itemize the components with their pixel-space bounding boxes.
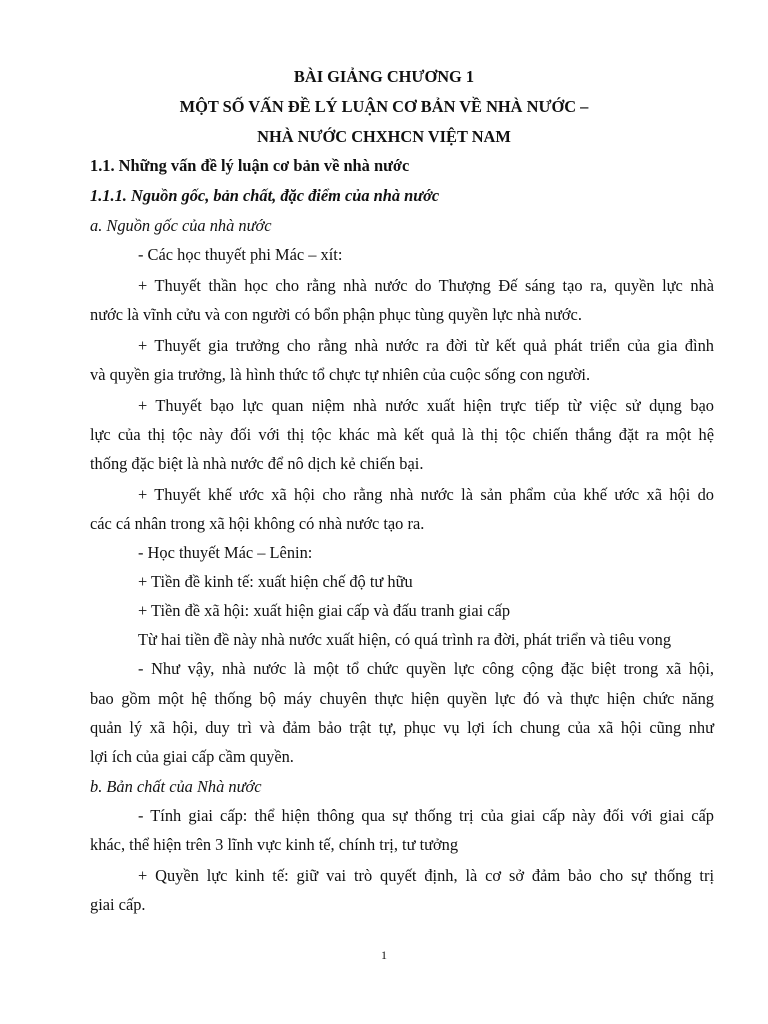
paragraph-line: - Học thuyết Mác – Lênin: (138, 543, 313, 562)
paragraph-line: giai cấp. (90, 895, 146, 914)
paragraph-line: + Quyền lực kinh tế: giữ vai trò quyết định, là cơ sở đảm bảo cho sự thống trị (138, 866, 714, 885)
part-a-heading: a. Nguồn gốc của nhà nước (90, 216, 272, 235)
paragraph-line: - Các học thuyết phi Mác – xít: (138, 245, 343, 264)
paragraph-line: + Tiền đề xã hội: xuất hiện giai cấp và đấu tranh giai cấp (138, 601, 511, 620)
part-b-heading: b. Bản chất của Nhà nước (90, 777, 262, 796)
paragraph-line: nước là vĩnh cửu và con người có bổn phận phục tùng quyền lực nhà nước. (90, 305, 582, 324)
paragraph-line: Từ hai tiền đề này nhà nước xuất hiện, có quá trình ra đời, phát triển và tiêu vong (138, 630, 672, 649)
paragraph-line: + Tiền đề kinh tế: xuất hiện chế độ tư hữu (138, 572, 413, 591)
paragraph-line: + Thuyết khế ước xã hội cho rằng nhà nước là sản phẩm của khế ước xã hội do (138, 485, 714, 504)
paragraph-line: lực của thị tộc này đối với thị tộc khác mà kết quả là thị tộc chiến thắng đặt ra một hệ (90, 425, 714, 444)
paragraph-line: + Thuyết gia trưởng cho rằng nhà nước ra đời từ kết quả phát triển của gia đình (138, 336, 714, 355)
paragraph-line: lợi ích của giai cấp cầm quyền. (90, 747, 294, 766)
paragraph-line: - Tính giai cấp: thể hiện thông qua sự thống trị của giai cấp này đối với giai cấp (138, 806, 714, 825)
paragraph-line: các cá nhân trong xã hội không có nhà nước tạo ra. (90, 514, 425, 533)
paragraph-line: quản lý xã hội, duy trì và đảm bảo trật tự, phục vụ lợi ích chung của xã hội cũng như (90, 718, 714, 737)
page-number: 1 (381, 948, 387, 962)
paragraph-line: + Thuyết thần học cho rằng nhà nước do Thượng Đế sáng tạo ra, quyền lực nhà (138, 276, 714, 295)
doc-title-line-2: MỘT SỐ VẤN ĐỀ LÝ LUẬN CƠ BẢN VỀ NHÀ NƯỚC – (179, 97, 589, 116)
subsection-heading: 1.1.1. Nguồn gốc, bản chất, đặc điểm của nhà nước (90, 186, 440, 205)
paragraph-line: và quyền gia trưởng, là hình thức tổ chực tự nhiên của cuộc sống con người. (90, 365, 591, 384)
paragraph-line: thống đặc biệt là nhà nước để nô dịch kẻ chiến bại. (90, 454, 424, 473)
section-heading: 1.1. Những vấn đề lý luận cơ bản về nhà nước (90, 156, 410, 175)
paragraph-line: - Như vậy, nhà nước là một tổ chức quyền lực công cộng đặc biệt trong xã hội, (138, 659, 714, 678)
paragraph-line: + Thuyết bạo lực quan niệm nhà nước xuất hiện trực tiếp từ việc sử dụng bạo (138, 396, 714, 415)
doc-title-line-3: NHÀ NƯỚC CHXHCN VIỆT NAM (257, 127, 511, 146)
paragraph-line: khác, thể hiện trên 3 lĩnh vực kinh tế, chính trị, tư tưởng (90, 835, 459, 854)
doc-title-line-1: BÀI GIẢNG CHƯƠNG 1 (293, 67, 475, 86)
paragraph-line: bao gồm một hệ thống bộ máy chuyên thực hiện quyền lực đó và thực hiện chức năng (90, 689, 714, 708)
